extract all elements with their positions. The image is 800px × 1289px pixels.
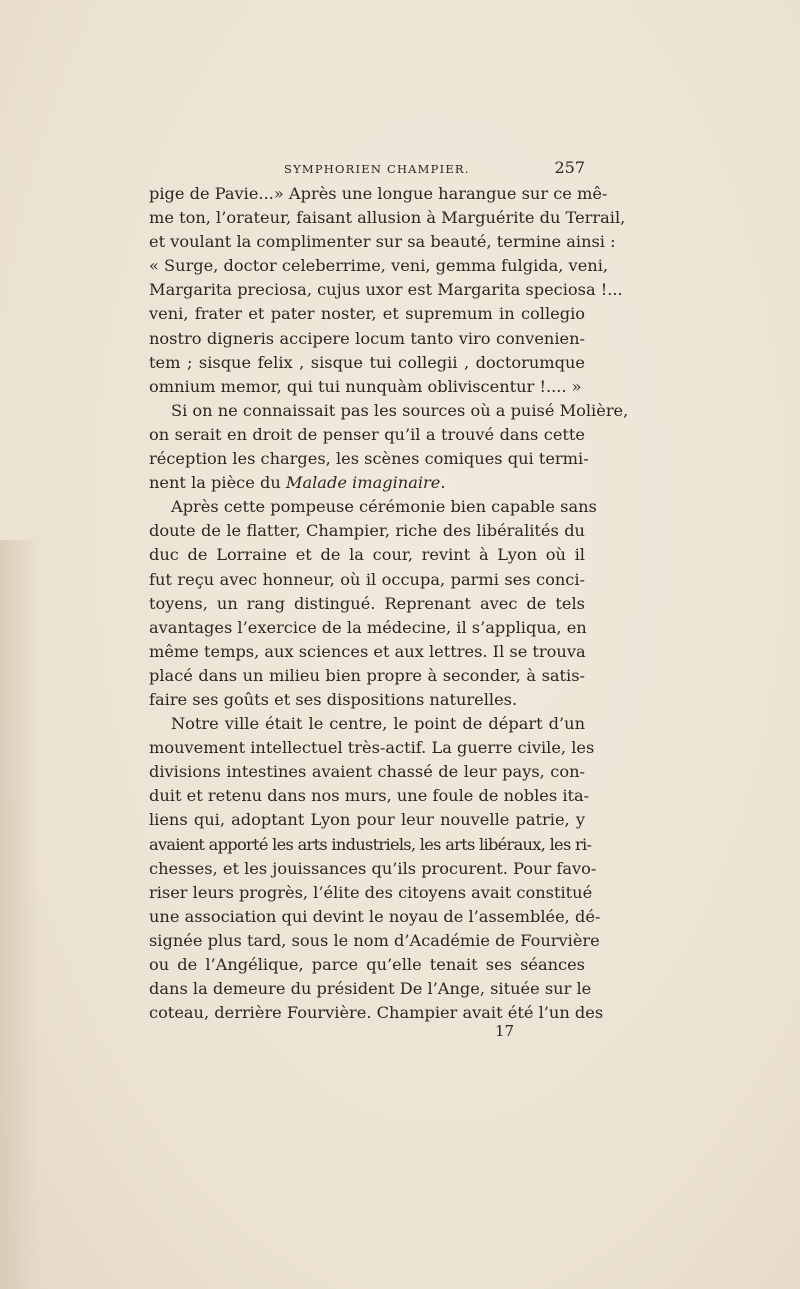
text-line: mouvement intellectuel très-actif. La guerre civile, les — [149, 738, 595, 758]
text-line: coteau, derrière Fourvière. Champier avait été l’un des — [149, 1003, 604, 1023]
text-line: me ton, l’orateur, faisant allusion à Marguérite du Terrail, — [149, 208, 626, 228]
body-text — [149, 182, 629, 1025]
text-fragment: nent la pièce du — [149, 473, 286, 493]
text-line: veni, frater et pater noster, et supremum in collegio — [149, 304, 585, 324]
text-line: fut reçu avec honneur, où il occupa, parmi ses conci- — [149, 569, 585, 589]
text-line: Margarita preciosa, cujus uxor est Margarita speciosa !... — [149, 280, 623, 300]
text-line: tem ; sisque felix , sisque tui collegii , doctorumque — [149, 352, 585, 372]
text-line: Si on ne connaissait pas les sources où a puisé Molière, — [171, 400, 629, 420]
text-line: réception les charges, les scènes comiques qui termi- — [149, 449, 589, 469]
running-title: SYMPHORIEN CHAMPIER. — [284, 162, 470, 176]
signature-mark: 17 — [495, 1022, 515, 1040]
text-line: on serait en droit de penser qu’il a trouvé dans cette — [149, 424, 585, 444]
page-number: 257 — [554, 158, 585, 177]
text-line: ou de l’Angélique, parce qu’elle tenait ses séances — [149, 955, 585, 974]
text-line: omnium memor, qui tui nunquàm obliviscentur !.... » — [149, 376, 582, 396]
text-line: avantages l’exercice de la médecine, il s’appliqua, en — [149, 617, 587, 637]
running-head — [149, 158, 585, 182]
text-line: duit et retenu dans nos murs, une foule de nobles ita- — [149, 786, 590, 806]
text-line: dans la demeure du président De l’Ange, située sur le — [149, 979, 592, 999]
italic-title: Malade imaginaire — [285, 473, 441, 493]
text-line: riser leurs progrès, l’élite des citoyens avait constitué — [149, 882, 593, 902]
text-line: une association qui devint le noyau de l’assemblée, dé- — [149, 906, 601, 926]
text-line: doute de le flatter, Champier, riche des libéralités du — [149, 521, 585, 541]
page-edge-shading — [0, 540, 40, 1289]
text-line: toyens, un rang distingué. Reprenant avec de tels — [149, 593, 585, 613]
text-line: liens qui, adoptant Lyon pour leur nouvelle patrie, y — [149, 810, 585, 830]
text-line: et voulant la complimenter sur sa beauté, termine ainsi : — [149, 232, 616, 252]
text-line: nostro digneris accipere locum tanto viro convenien- — [149, 328, 585, 348]
text-line: divisions intestines avaient chassé de leur pays, con- — [149, 762, 585, 782]
text-line: duc de Lorraine et de la cour, revint à Lyon où il — [149, 545, 585, 565]
text-line — [149, 471, 585, 495]
text-line: Notre ville était le centre, le point de départ d’un — [171, 714, 585, 734]
text-line: placé dans un milieu bien propre à seconder, à satis- — [149, 665, 585, 685]
text-line: pige de Pavie...» Après une longue harangue sur ce mê- — [149, 184, 608, 203]
text-line: même temps, aux sciences et aux lettres. Il se trouva — [149, 641, 586, 661]
text-line: faire ses goûts et ses dispositions naturelles. — [149, 689, 518, 709]
text-line: chesses, et les jouissances qu’ils procurent. Pour favo- — [149, 858, 597, 878]
text-line: Après cette pompeuse cérémonie bien capable sans — [171, 497, 597, 517]
text-line: signée plus tard, sous le nom d’Académie de Fourvière — [149, 930, 600, 950]
text-fragment: . — [440, 473, 446, 493]
text-line: avaient apporté les arts industriels, les arts libéraux, les ri- — [149, 834, 592, 854]
text-line: « Surge, doctor celeberrime, veni, gemma fulgida, veni, — [149, 256, 609, 276]
